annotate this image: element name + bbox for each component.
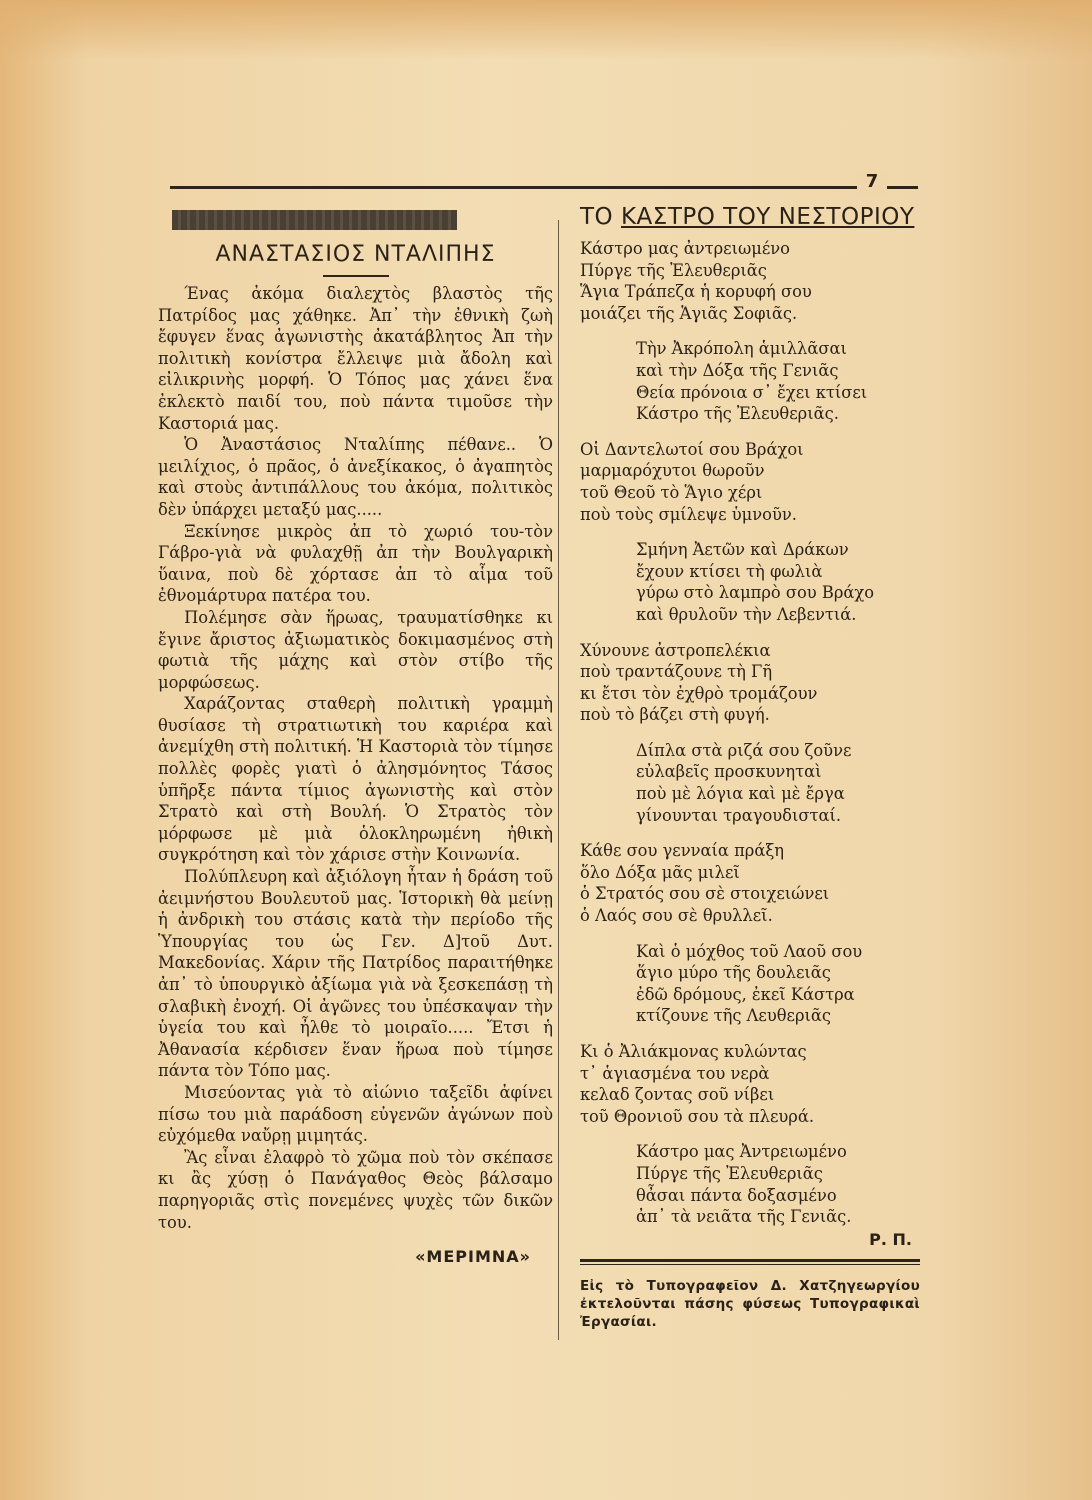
poem-line: τοῦ Θρονιοῦ σου τὰ πλευρά. xyxy=(580,1106,815,1126)
article-title: ΑΝΑΣΤΑΣΙΟΣ ΝΤΑΛΙΠΗΣ xyxy=(215,242,496,267)
poem-line: Οἱ Δαντελωτοί σου Βράχοι xyxy=(580,439,804,459)
poem-line: μοιάζει τῆς Ἁγιᾶς Σοφιᾶς. xyxy=(580,303,798,323)
poem-line: τ᾽ ἁγιασμένα του νερὰ xyxy=(580,1063,770,1083)
article-paragraph: Ξεκίνησε μικρὸς ἀπ τὸ χωριό του-τὸν Γάβρο-γιὰ νὰ φυλαχθῇ ἀπ τὴν Βουλγαρικὴ ὕαινα, ποὺ δὲ χόρτασε ἀπ τὸ αἷμα τοῦ ἐθνομάρτυρα πατέρα του. xyxy=(158,521,553,606)
poem-author: Ρ. Π. xyxy=(869,1229,912,1249)
poem-line: γίνουνται τραγουδισταί. xyxy=(636,805,842,825)
poem-line: μαρμαρόχυτοι θωροῦν xyxy=(580,461,765,481)
poem-line: κτίζουνε τῆς Λευθεριᾶς xyxy=(636,1006,832,1026)
poem-title-underlined: ΚΑΣΤΡΟ ΤΟΥ ΝΕΣΤΟΡΙΟΥ xyxy=(620,204,915,230)
header-rule xyxy=(170,186,918,189)
poem-line: ποὺ τραντάζουνε τὴ Γῆ xyxy=(580,662,773,682)
poem-line: ἔχουν κτίσει τὴ φωλιὰ xyxy=(636,561,823,581)
article-paragraph: Μισεύοντας γιὰ τὸ αἰώνιο ταξεῖδι ἀφίνει πίσω του μιὰ παράδοση εὐγενῶν ἀγώνων ποὺ εὐχόμεθα ναὔρῃ μιμητάς. xyxy=(158,1082,553,1146)
poem-line: ποὺ μὲ λόγια καὶ μὲ ἔργα xyxy=(636,784,845,804)
article-paragraph: Χαράζοντας σταθερὴ πολιτικὴ γραμμὴ θυσίασε τὴ στρατιωτικὴ του καριέρα καὶ ἀνεμίχθη στὴ πολιτική. Ἡ Καστοριὰ τὸν τίμησε πολλὲς φορὲς γιατὶ ὁ ἀλησμόνητος Τάσος ὑπῆρξε πάντα τίμιος ἀγωνιστὴς καὶ στὸν Στρατὸ καὶ στὴ Βουλή. Ὁ Στρατὸς τὸν μόρφωσε μὲ μιὰ ὁλοκληρωμένη ἠθικὴ συγκρότηση καὶ τὸν χάρισε στὴν Κοινωνία. xyxy=(158,694,553,865)
poem-line: Πύργε τῆς Ἐλευθεριᾶς xyxy=(580,260,767,280)
poem-stanza xyxy=(580,439,920,525)
column-divider xyxy=(558,220,559,1340)
poem-line: εὐλαβεῖς προσκυνηταὶ xyxy=(636,762,822,782)
poem-line: ποὺ τὸ βάζει στὴ φυγή. xyxy=(580,705,770,725)
poem-line: Χύνουνε ἀστροπελέκια xyxy=(580,640,771,660)
article-body xyxy=(158,283,553,1233)
poem-line: Δίπλα στὰ ριζά σου ζοῦνε xyxy=(636,740,852,760)
poem-stanza xyxy=(580,840,920,926)
poem-line: Κάστρο τῆς Ἐλευθεριᾶς. xyxy=(636,404,839,424)
poem-line: Κάστρο μας ἀντρειωμένο xyxy=(580,239,790,258)
poem-line: ποὺ τοὺς σμίλεψε ὑμνοῦν. xyxy=(580,504,797,524)
header-ornament-bar xyxy=(172,210,457,230)
poem-stanza xyxy=(580,941,920,1027)
article-paragraph: Ἂς εἶναι ἐλαφρὸ τὸ χῶμα ποὺ τὸν σκέπασε κι ἂς χύσῃ ὁ Πανάγαθος Θεὸς βάλσαμο παρηγοριᾶς στὶς πονεμένες ψυχὲς τῶν δικῶν του. xyxy=(158,1147,553,1232)
poem-line: ὁ Στρατός σου σὲ στοιχειώνει xyxy=(580,884,830,904)
poem-title-prefix: ΤΟ xyxy=(580,204,621,230)
poem-stanza xyxy=(580,238,920,324)
poem-line: Κάθε σου γενναία πράξη xyxy=(580,841,785,861)
poem-line: Καὶ ὁ μόχθος τοῦ Λαοῦ σου xyxy=(636,941,863,961)
poem-stanza xyxy=(580,338,920,424)
title-underline xyxy=(323,275,389,277)
obituary-article xyxy=(158,210,553,1266)
article-paragraph: Ένας ἀκόμα διαλεχτὸς βλαστὸς τῆς Πατρίδος μας χάθηκε. Ἀπ᾽ τὴν ἐθνικὴ ζωὴ ἔφυγεν ἕνας ἀγωνιστὴς ἀκατάβλητος Ἀπ τὴν πολιτικὴ κονίστρα ἔλλειψε μιὰ ἄδολη καὶ εἰλικρινὴς μορφή. Ὁ Τόπος μας χάνει ἕνα ἐκλεκτὸ παιδί του, ποὺ πάντα τιμοῦσε τὴν Καστοριά μας. xyxy=(158,284,553,433)
poem-line: ἐδῶ δρόμους, ἐκεῖ Κάστρα xyxy=(636,984,855,1004)
poem-line: τοῦ Θεοῦ τὸ Ἅγιο χέρι xyxy=(580,482,763,502)
article-paragraph: Ὁ Ἀναστάσιος Νταλίπης πέθανε.. Ὁ μειλίχιος, ὁ πρᾶος, ὁ ἀνεξίκακος, ὁ ἀγαπητὸς καὶ στοὺς ἀντιπάλλους του ἀκόμα, πολιτικὸς δὲν ὑπάρχει μεταξύ μας..... xyxy=(158,435,553,519)
poem-line: ἀπ᾽ τὰ νειᾶτα τῆς Γενιᾶς. xyxy=(636,1207,852,1227)
poem-line: κι ἔτσι τὸν ἐχθρὸ τρομάζουν xyxy=(580,683,818,703)
article-paragraph: Πολύπλευρη καὶ ἀξιόλογη ἦταν ἡ δράση τοῦ ἀειμνήστου Βουλευτοῦ μας. Ἱστορικὴ θὰ μείνῃ ἡ ἀνδρικὴ του στάσις κατὰ τὴν περίοδο τῆς Ὑπουργίας του ὡς Γεν. Δ]τοῦ Δυτ. Μακεδονίας. Χάριν τῆς Πατρίδος παραιτήθηκε ἀπ᾽ τὸ ὑπουργικὸ ἀξίωμα γιὰ νὰ ξεσκεπάσῃ τὴ σλαβικὴ ἐνοχή. Οἱ ἀγῶνες του ὑπέσκαψαν τὴν ὑγεία του καὶ ἦλθε τὸ μοιραῖο..... Ἔτσι ἡ Ἀθανασία κέρδισεν ἕναν ἥρωα ποὺ τίμησε πάντα τὸν Τόπο μας. xyxy=(158,867,553,1081)
article-paragraph: Πολέμησε σὰν ἥρωας, τραυματίσθηκε κι ἔγινε ἄριστος ἀξιωματικὸς δοκιμασμένος στὴ φωτιὰ τῆς μάχης καὶ στὸν στίβο τῆς μορφώσεως. xyxy=(158,607,553,692)
poem-section xyxy=(580,204,920,1331)
poem-line: Σμήνη Ἀετῶν καὶ Δράκων xyxy=(636,540,849,560)
poem-line: ὅλο Δόξα μᾶς μιλεῖ xyxy=(580,862,740,882)
poem-line: καὶ θρυλοῦν τὴν Λεβεντιά. xyxy=(636,604,857,624)
poem-stanza xyxy=(580,1041,920,1127)
poem-stanza xyxy=(580,539,920,625)
poem-stanza xyxy=(580,640,920,726)
poem-line: Κι ὁ Ἀλιάκμονας κυλώντας xyxy=(580,1042,807,1061)
poem-line: Τὴν Ἀκρόπολη ἁμιλλᾶσαι xyxy=(636,339,847,359)
poem-line: Πύργε τῆς Ἐλευθεριᾶς xyxy=(636,1163,823,1183)
poem-line: ὁ Λαός σου σὲ θρυλλεῖ. xyxy=(580,906,773,926)
poem-line: Θεία πρόνοια σ᾽ ἔχει κτίσει xyxy=(636,382,868,402)
poem-line: κελαδ ζοντας σοῦ νίβει xyxy=(580,1085,775,1105)
poem-line: Κάστρο μας Ἀντρειωμένο xyxy=(636,1142,847,1162)
page-number: 7 xyxy=(857,171,887,195)
poem-stanza xyxy=(580,1141,920,1227)
article-signature: «ΜΕΡΙΜΝΑ» xyxy=(415,1247,531,1267)
paper-fold-shadow xyxy=(0,0,1092,60)
printer-notice: Εἰς τὸ Τυπογραφεῖον Δ. Χατζηγεωργίου ἐκτελοῦνται πάσης φύσεως Τυπογραφικαὶ Ἐργασίαι. xyxy=(580,1277,920,1330)
poem-line: θἆσαι πάντα δοξασμένο xyxy=(636,1185,837,1205)
poem-line: γύρω στὸ λαμπρὸ σου Βράχο xyxy=(636,583,875,603)
poem-line: καὶ τὴν Δόξα τῆς Γενιᾶς xyxy=(636,360,839,380)
double-rule xyxy=(580,1259,920,1265)
poem-line: ἅγιο μύρο τῆς δουλειᾶς xyxy=(636,963,831,983)
poem-title xyxy=(580,204,920,230)
poem-line: Ἅγια Τράπεζα ἡ κορυφή σου xyxy=(580,282,812,302)
poem-stanzas xyxy=(580,238,920,1228)
poem-stanza xyxy=(580,740,920,826)
